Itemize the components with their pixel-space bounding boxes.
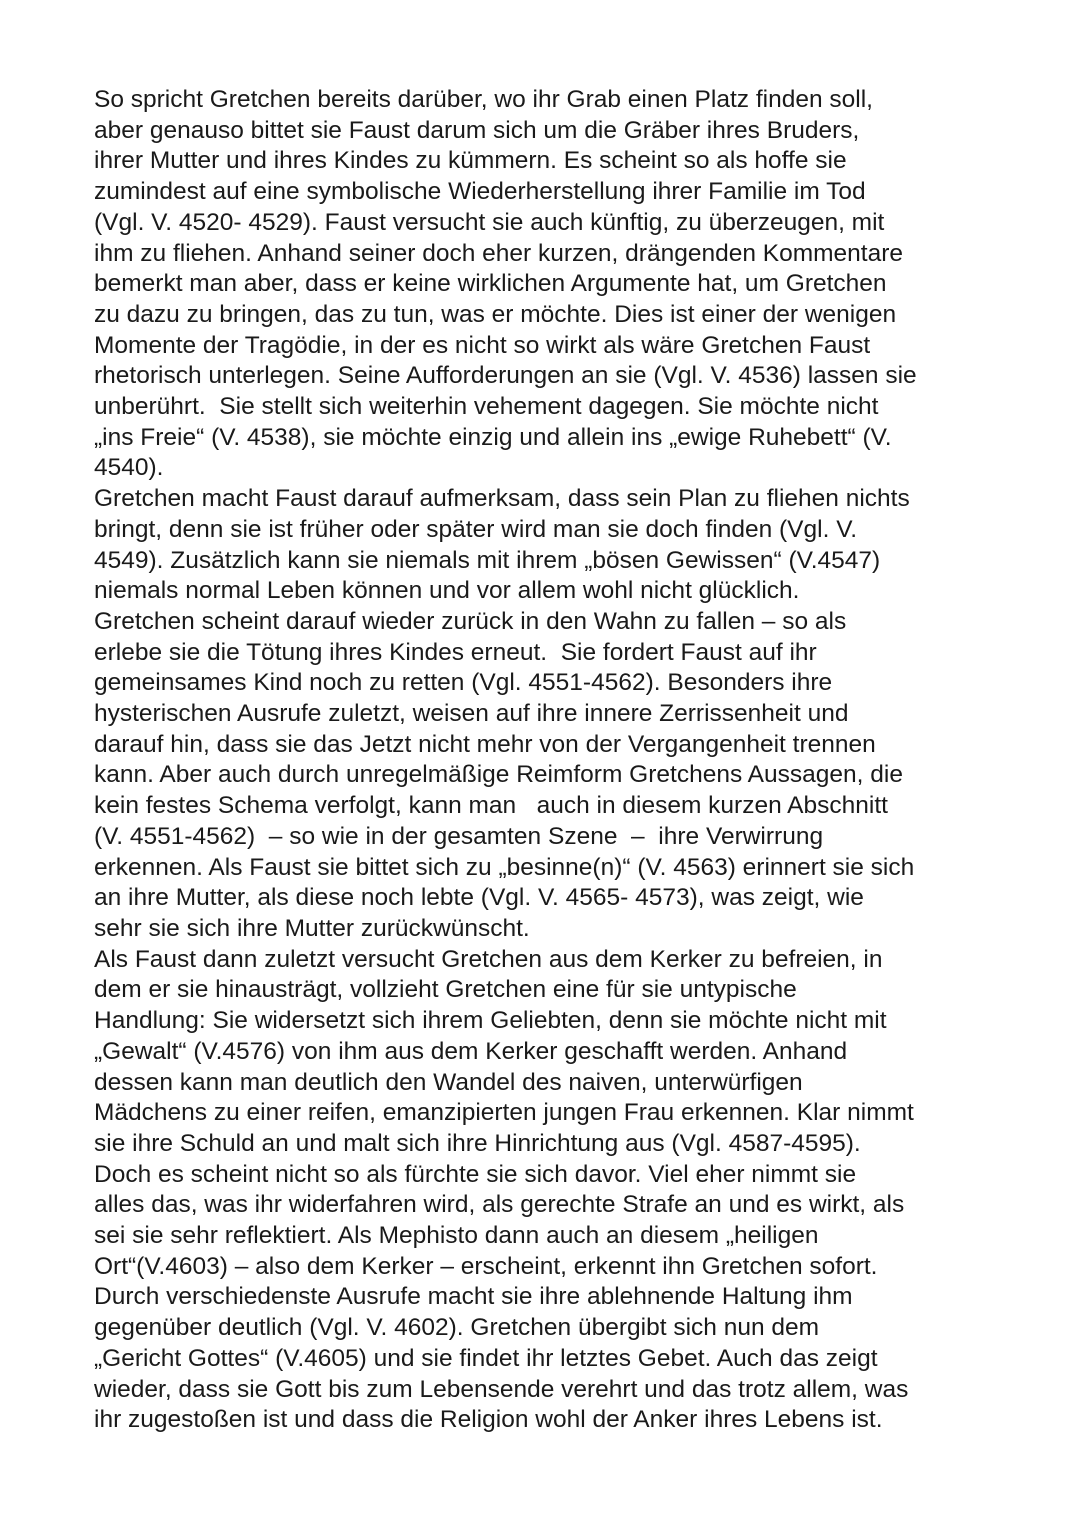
text-line: zumindest auf eine symbolische Wiederherstellung ihrer Familie im Tod [94,178,866,206]
text-line: alles das, was ihr widerfahren wird, als gerechte Strafe an und es wirkt, als [94,1191,905,1219]
text-line: (V. 4551-4562) – so wie in der gesamten Szene – ihre Verwirrung [94,822,824,850]
text-line: hysterischen Ausrufe zuletzt, weisen auf ihre innere Zerrissenheit und [94,700,849,728]
text-line: gegenüber deutlich (Vgl. V. 4602). Gretchen übergibt sich nun dem [94,1314,820,1342]
text-line: „Gericht Gottes“ (V.4605) und sie findet ihr letztes Gebet. Auch das zeigt [94,1344,878,1372]
text-line: niemals normal Leben können und vor allem wohl nicht glücklich. [94,577,800,605]
text-line: wieder, dass sie Gott bis zum Lebensende verehrt und das trotz allem, was [94,1375,909,1403]
text-line: an ihre Mutter, als diese noch lebte (Vgl. V. 4565- 4573), was zeigt, wie [94,884,864,912]
text-line: ihr zugestoßen ist und dass die Religion wohl der Anker ihres Lebens ist. [94,1406,883,1434]
text-line: rhetorisch unterlegen. Seine Aufforderungen an sie (Vgl. V. 4536) lassen sie [94,362,917,390]
text-line: (Vgl. V. 4520- 4529). Faust versucht sie auch künftig, zu überzeugen, mit [94,208,885,236]
text-line: Ort“(V.4603) – also dem Kerker – erscheint, erkennt ihn Gretchen sofort. [94,1252,878,1280]
text-line: „ins Freie“ (V. 4538), sie möchte einzig und allein ins „ewige Ruhebett“ (V. [94,423,892,451]
text-line: aber genauso bittet sie Faust darum sich um die Gräber ihres Bruders, [94,116,860,144]
text-line: So spricht Gretchen bereits darüber, wo ihr Grab einen Platz finden soll, [94,86,873,113]
text-line: ihm zu fliehen. Anhand seiner doch eher kurzen, drängenden Kommentare [94,239,904,267]
text-line: erlebe sie die Tötung ihres Kindes erneut. Sie fordert Faust auf ihr [94,638,817,666]
text-line: sehr sie sich ihre Mutter zurückwünscht. [94,914,530,942]
text-line: Gretchen macht Faust darauf aufmerksam, dass sein Plan zu fliehen nichts [94,485,910,513]
text-line: gemeinsames Kind noch zu retten (Vgl. 4551-4562). Besonders ihre [94,669,833,697]
text-line: dem er sie hinausträgt, vollzieht Gretchen eine für sie untypische [94,976,797,1004]
text-line: sei sie sehr reflektiert. Als Mephisto dann auch an diesem „heiligen [94,1222,819,1250]
document-page [94,85,994,1436]
text-line: 4549). Zusätzlich kann sie niemals mit ihrem „bösen Gewissen“ (V.4547) [94,546,881,574]
text-line: kein festes Schema verfolgt, kann man auch in diesem kurzen Abschnitt [94,792,888,820]
text-line: „Gewalt“ (V.4576) von ihm aus dem Kerker geschafft werden. Anhand [94,1037,848,1065]
text-line: dessen kann man deutlich den Wandel des naiven, unterwürfigen [94,1068,803,1096]
text-line: Mädchens zu einer reifen, emanzipierten jungen Frau erkennen. Klar nimmt [94,1099,914,1127]
text-line: darauf hin, dass sie das Jetzt nicht mehr von der Vergangenheit trennen [94,730,876,758]
text-line: bemerkt man aber, dass er keine wirklichen Argumente hat, um Gretchen [94,270,887,298]
text-line: zu dazu zu bringen, das zu tun, was er möchte. Dies ist einer der wenigen [94,300,897,328]
text-line: ihrer Mutter und ihres Kindes zu kümmern. Es scheint so als hoffe sie [94,147,847,175]
text-line: Handlung: Sie widersetzt sich ihrem Geliebten, denn sie möchte nicht mit [94,1007,887,1035]
text-line: Doch es scheint nicht so als fürchte sie sich davor. Viel eher nimmt sie [94,1160,857,1188]
text-line: sie ihre Schuld an und malt sich ihre Hinrichtung aus (Vgl. 4587-4595). [94,1129,861,1157]
essay-text [94,85,994,1436]
text-line: Durch verschiedenste Ausrufe macht sie ihre ablehnende Haltung ihm [94,1283,853,1311]
text-line: erkennen. Als Faust sie bittet sich zu „besinne(n)“ (V. 4563) erinnert sie sich [94,853,915,881]
text-line: kann. Aber auch durch unregelmäßige Reimform Gretchens Aussagen, die [94,761,903,789]
text-line: Momente der Tragödie, in der es nicht so wirkt als wäre Gretchen Faust [94,331,871,359]
text-line: unberührt. Sie stellt sich weiterhin vehement dagegen. Sie möchte nicht [94,393,879,421]
text-line: 4540). [94,454,164,482]
text-line: Gretchen scheint darauf wieder zurück in den Wahn zu fallen – so als [94,607,847,635]
text-line: Als Faust dann zuletzt versucht Gretchen aus dem Kerker zu befreien, in [94,945,883,973]
text-line: bringt, denn sie ist früher oder später wird man sie doch finden (Vgl. V. [94,515,858,543]
